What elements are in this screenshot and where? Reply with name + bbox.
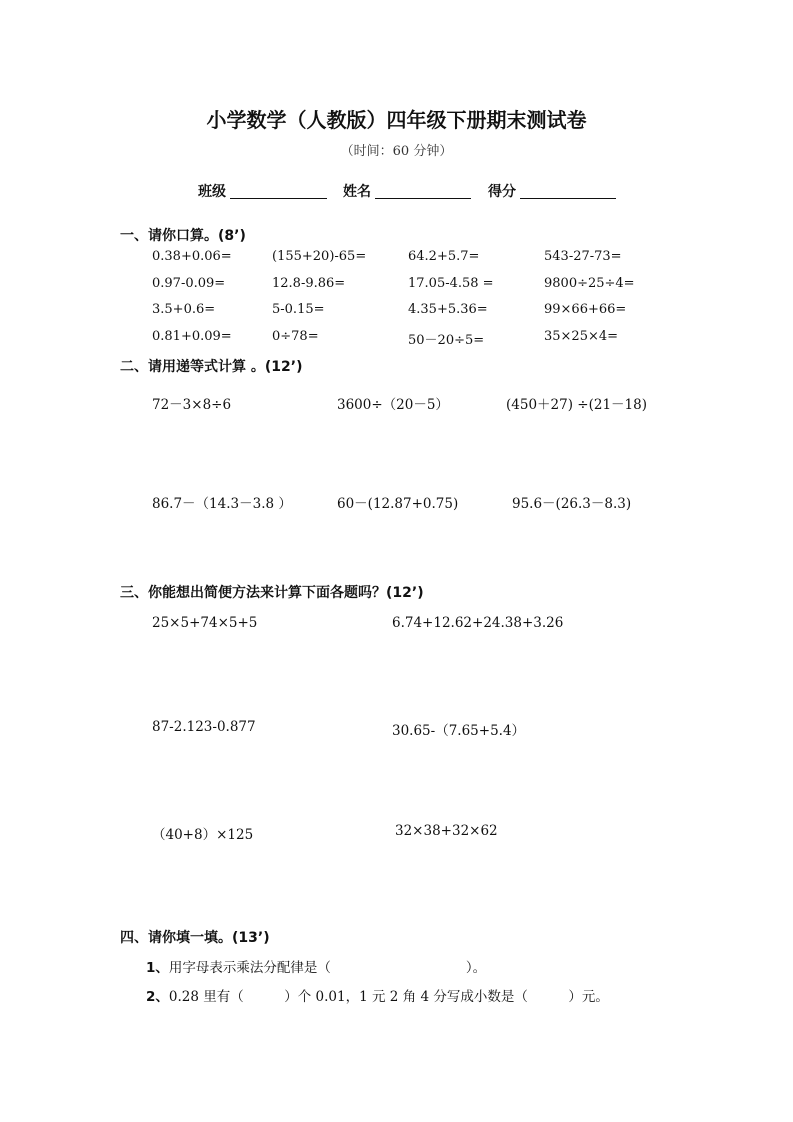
stepwise-problem: 95.6－(26.3－8.3) xyxy=(512,496,632,512)
oral-item: 35×25×4= xyxy=(544,329,619,344)
name-label: 姓名 xyxy=(343,184,371,200)
question-number: 1、 xyxy=(146,960,169,976)
oral-item: 12.8-9.86= xyxy=(272,276,346,291)
oral-item: 4.35+5.36= xyxy=(408,302,488,317)
oral-item: 3.5+0.6= xyxy=(152,302,216,317)
oral-item: (155+20)-65= xyxy=(272,249,367,264)
shortcut-problem: 6.74+12.62+24.38+3.26 xyxy=(392,615,564,631)
oral-item: 0.38+0.06= xyxy=(152,249,232,264)
section3-heading: 三、你能想出简便方法来计算下面各题吗？(12’) xyxy=(120,585,424,601)
shortcut-problem: 25×5+74×5+5 xyxy=(152,615,258,631)
page-title: 小学数学（人教版）四年级下册期末测试卷 xyxy=(206,108,587,132)
oral-item: 5-0.15= xyxy=(272,302,325,317)
oral-item: 543-27-73= xyxy=(544,249,622,264)
section1-heading: 一、请你口算。(8’) xyxy=(120,228,246,244)
shortcut-problem: （40+8）×125 xyxy=(152,827,254,843)
oral-item: 99×66+66= xyxy=(544,302,627,317)
stepwise-problem: 60－(12.87+0.75) xyxy=(337,496,459,512)
stepwise-problem: 86.7－（14.3－3.8 ） xyxy=(152,496,292,512)
stepwise-problem: (450＋27) ÷(21－18) xyxy=(506,397,647,413)
question-text: 用字母表示乘法分配律是（ ）。 xyxy=(168,960,487,976)
oral-item: 0.97-0.09= xyxy=(152,276,226,291)
question-text: 0.28 里有（ ）个 0.01，1 元 2 角 4 分写成小数是（ ）元。 xyxy=(168,989,609,1005)
class-label: 班级 xyxy=(198,184,226,200)
oral-item: 50－20÷5= xyxy=(408,333,485,348)
shortcut-problem: 87-2.123-0.877 xyxy=(152,719,256,735)
score-label: 得分 xyxy=(488,184,516,200)
section2-heading: 二、请用递等式计算 。(12’) xyxy=(120,359,303,375)
oral-item: 64.2+5.7= xyxy=(408,249,480,264)
stepwise-problem: 72－3×8÷6 xyxy=(152,397,232,413)
fill-blank-question xyxy=(146,985,609,1005)
oral-item: 0.81+0.09= xyxy=(152,329,232,344)
name-blank[interactable] xyxy=(375,198,471,199)
shortcut-problem: 30.65-（7.65+5.4） xyxy=(392,723,526,739)
section4-heading: 四、请你填一填。(13’) xyxy=(120,930,270,946)
oral-item: 9800÷25÷4= xyxy=(544,276,635,291)
fill-blank-question xyxy=(146,956,486,976)
oral-item: 17.05-4.58 = xyxy=(408,276,494,291)
stepwise-problem: 3600÷（20－5） xyxy=(337,397,449,413)
question-number: 2、 xyxy=(146,989,169,1005)
oral-item: 0÷78= xyxy=(272,329,319,344)
score-blank[interactable] xyxy=(520,198,616,199)
shortcut-problem: 32×38+32×62 xyxy=(395,823,498,839)
class-blank[interactable] xyxy=(230,198,327,199)
time-limit: （时间：60 分钟） xyxy=(340,144,453,159)
